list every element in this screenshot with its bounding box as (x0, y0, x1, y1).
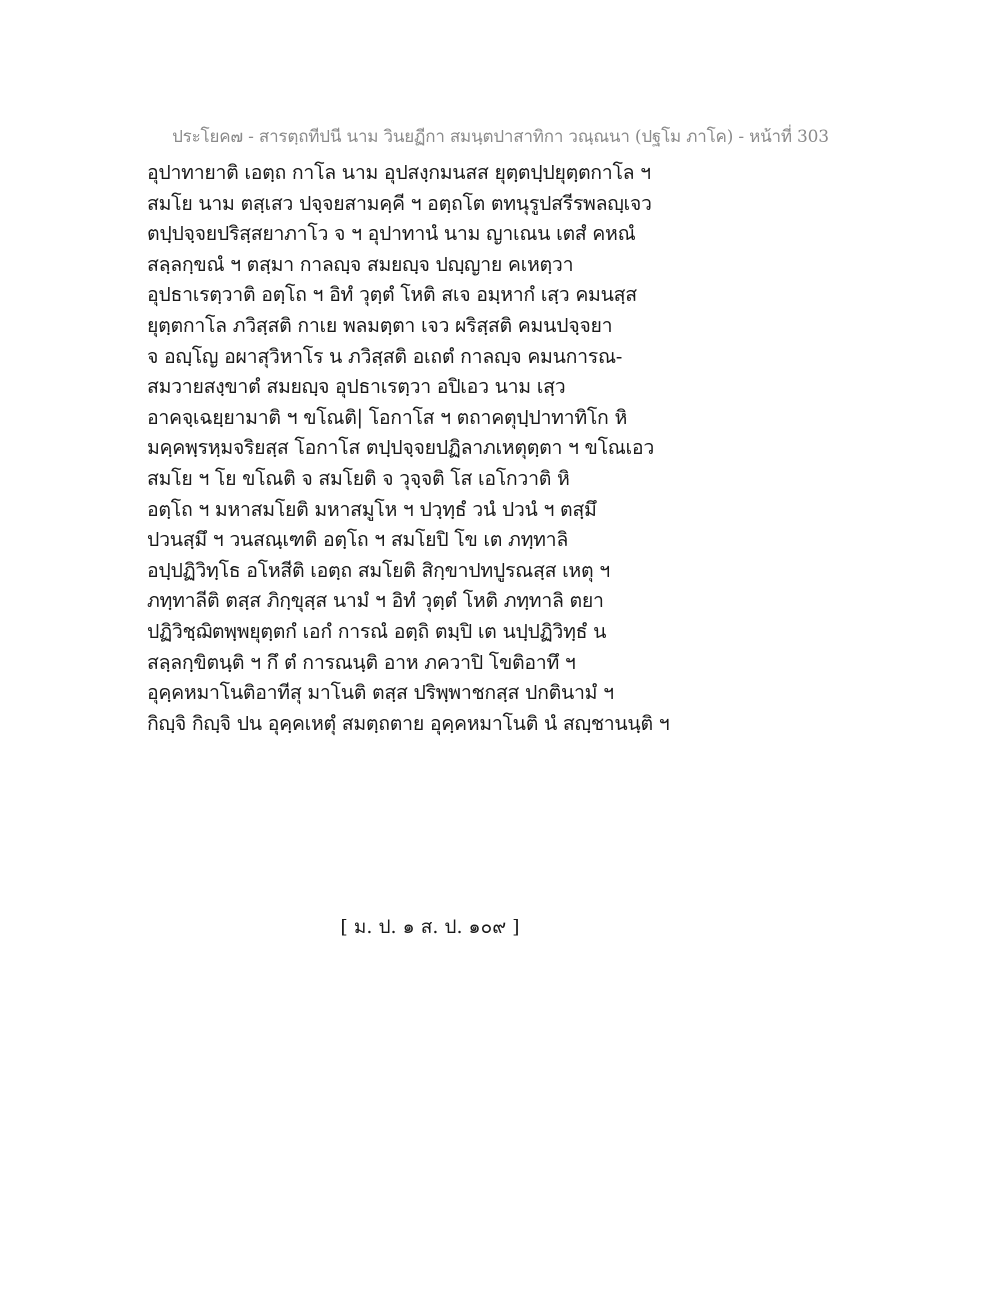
text-line: สลฺลกฺขณํ ฯ ตสฺมา กาลญฺจ สมยญฺจ ปญฺญาย คเหตฺวา (147, 252, 574, 276)
text-line: ยุตฺตกาโล ภวิสฺสติ กาเย พลมตฺตา เจว ผริสฺสติ คมนปจฺจยา (147, 313, 613, 337)
body-text (147, 158, 887, 739)
text-line: อุปธาเรตฺวาติ อตฺโถ ฯ อิทํ วุตฺตํ โหติ สเจ อมฺหากํ เสฺว คมนสฺส (147, 283, 637, 307)
text-line: ภทฺทาลีติ ตสฺส ภิกฺขุสฺส นามํ ฯ อิทํ วุตฺตํ โหติ ภทฺทาลิ ตยา (147, 589, 604, 613)
text-line: อปฺปฏิวิทฺโธ อโหสีติ เอตฺถ สมโยติ สิกฺขาปทปูรณสฺส เหตุ ฯ (147, 558, 610, 582)
text-line: จ อญฺโญ อผาสุวิหาโร น ภวิสฺสติ อเถตํ กาลญฺจ คมนการณ- (147, 344, 623, 368)
text-line: สลฺลกฺขิตนฺติ ฯ กึ ตํ การณนฺติ อาห ภควาปิ โขติอาทึ ฯ (147, 650, 576, 674)
text-line: ตปฺปจฺจยปริสฺสยาภาโว จ ฯ อุปาทานํ นาม ญาเณน เตสํ คหณํ (147, 222, 636, 246)
text-line: อตฺโถ ฯ มหาสมโยติ มหาสมูโห ฯ ปวฺทฺธํ วนํ ปวนํ ฯ ตสฺมึ (147, 497, 597, 521)
text-line: สมวายสงฺขาตํ สมยญฺจ อุปธาเรตฺวา อปิเอว นาม เสฺว (147, 375, 566, 399)
page-header-text: ประโยค๗ - สารตฺถทีปนี นาม วินยฏีกา สมนฺตปาสาทิกา วณฺณนา (ปฐโม ภาโค) - หน้าที่ 303 (172, 127, 829, 147)
text-line: มคฺคพฺรหฺมจริยสฺส โอกาโส ตปฺปจฺจยปฏิลาภเหตุตฺตา ฯ ขโณเอว (147, 436, 654, 460)
page-header (0, 123, 1000, 150)
text-line: อาคจฺเฉยฺยามาติ ฯ ขโณติ| โอกาโส ฯ ตถาคตุปฺปาทาทิโก หิ (147, 405, 628, 429)
text-line: สมโย ฯ โย ขโณติ จ สมโยติ จ วุจฺจติ โส เอโกวาติ หิ (147, 466, 570, 490)
text-line: ปฏิวิชฺฌิตพฺพยุตฺตกํ เอกํ การณํ อตฺถิ ตมฺปิ เต นปฺปฏิวิทฺธํ น (147, 619, 607, 643)
text-line: สมโย นาม ตสฺเสว ปจฺจยสามคฺคี ฯ อตฺถโต ตทนุรูปสรีรพลญฺเจว (147, 191, 652, 215)
text-line: กิญฺจิ กิญฺจิ ปน อุคฺคเหตุํ สมตฺถตาย อุคฺคหมาโนติ นํ สญฺชานนฺติ ฯ (147, 711, 670, 735)
text-line: อุปาทายาติ เอตฺถ กาโล นาม อุปสงฺกมนสส ยุตฺตปฺปยุตฺตกาโล ฯ (147, 161, 651, 184)
text-line: ปวนสฺมึ ฯ วนสณฺเฑติ อตฺโถ ฯ สมโยปิ โข เต ภทฺทาลิ (147, 528, 568, 552)
citation-reference: [ ม. ป. ๑ ส. ป. ๑๐๙ ] (340, 916, 520, 938)
text-line: อุคฺคหมาโนติอาทีสุ มาโนติ ตสฺส ปริพฺพาชกสฺส ปกตินามํ ฯ (147, 681, 614, 705)
